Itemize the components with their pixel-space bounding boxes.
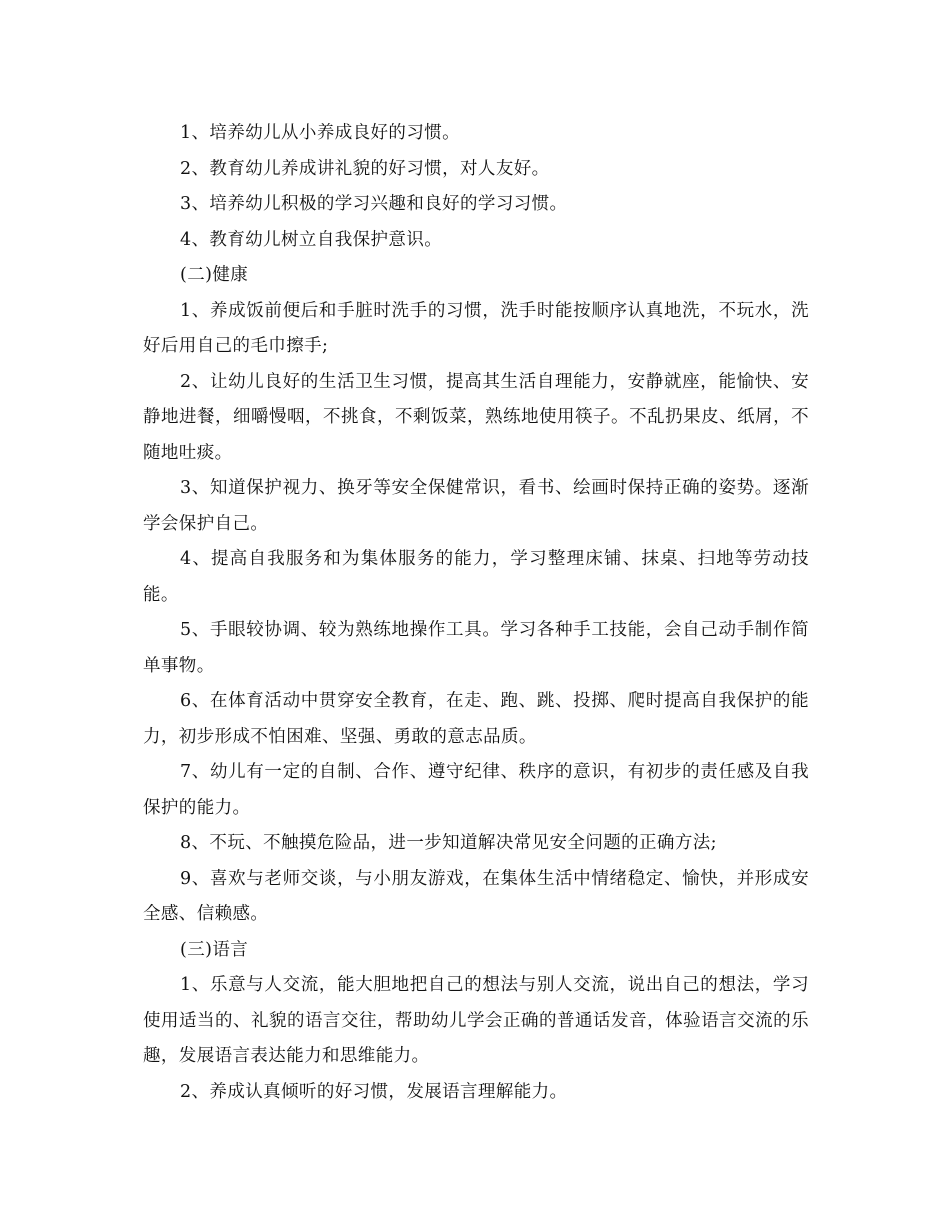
paragraph-health-5: 5、手眼较协调、较为熟练地操作工具。学习各种手工技能，会自己动手制作简单事物。 bbox=[143, 620, 809, 676]
section-heading-health: (二)健康 bbox=[180, 265, 249, 285]
paragraph-habit-1: 1、培养幼儿从小养成良好的习惯。 bbox=[180, 123, 461, 143]
paragraph-habit-4: 4、教育幼儿树立自我保护意识。 bbox=[180, 229, 443, 250]
document-body bbox=[143, 116, 809, 1110]
paragraph-health-8: 8、不玩、不触摸危险品，进一步知道解决常见安全问题的正确方法; bbox=[180, 833, 717, 853]
paragraph-health-2: 2、让幼儿良好的生活卫生习惯，提高其生活自理能力，安静就座，能愉快、安静地进餐，细嚼慢咽，不挑食，不剩饭菜，熟练地使用筷子。不乱扔果皮、纸屑，不随地吐痰。 bbox=[143, 371, 809, 463]
paragraph-language-2: 2、养成认真倾听的好习惯，发展语言理解能力。 bbox=[180, 1081, 568, 1102]
paragraph-habit-3: 3、培养幼儿积极的学习兴趣和良好的学习习惯。 bbox=[180, 194, 568, 214]
paragraph-health-4: 4、提高自我服务和为集体服务的能力，学习整理床铺、抹桌、扫地等劳动技能。 bbox=[143, 549, 809, 605]
paragraph-language-1: 1、乐意与人交流，能大胆地把自己的想法与别人交流，说出自己的想法，学习使用适当的、礼貌的语言交往，帮助幼儿学会正确的普通话发音，体验语言交流的乐趣，发展语言表达能力和思维能力。 bbox=[143, 975, 809, 1066]
paragraph-health-7: 7、幼儿有一定的自制、合作、遵守纪律、秩序的意识，有初步的责任感及自我保护的能力。 bbox=[143, 762, 809, 818]
paragraph-health-6: 6、在体育活动中贯穿安全教育，在走、跑、跳、投掷、爬时提高自我保护的能力，初步形成不怕困难、坚强、勇敢的意志品质。 bbox=[143, 691, 809, 747]
paragraph-health-9: 9、喜欢与老师交谈，与小朋友游戏，在集体生活中情绪稳定、愉快，并形成安全感、信赖感。 bbox=[143, 868, 809, 924]
paragraph-health-3: 3、知道保护视力、换牙等安全保健常识，看书、绘画时保持正确的姿势。逐渐学会保护自己。 bbox=[143, 478, 809, 534]
section-heading-language: (三)语言 bbox=[180, 939, 249, 960]
paragraph-health-1: 1、养成饭前便后和手脏时洗手的习惯，洗手时能按顺序认真地洗，不玩水，洗好后用自己的毛巾擦手; bbox=[143, 300, 809, 356]
paragraph-habit-2: 2、教育幼儿养成讲礼貌的好习惯，对人友好。 bbox=[180, 158, 550, 179]
